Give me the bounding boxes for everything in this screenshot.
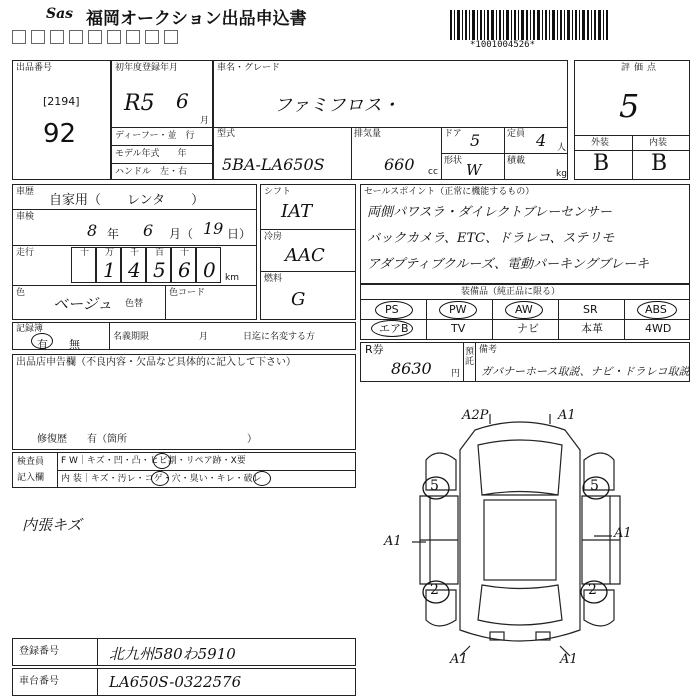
damage-grade: 2: [588, 582, 597, 598]
owner-month: 月: [199, 332, 209, 342]
lot-number-label: 出品番号: [16, 63, 53, 73]
doors: 5: [470, 131, 481, 150]
reg-number-value: 北九州580わ5910: [109, 645, 236, 663]
inspection-day: 19: [203, 219, 224, 238]
declaration-label: 出品店申告欄（不良内容・欠品など具体的に記入して下さい）: [16, 357, 296, 368]
displacement-label: 排気量: [354, 129, 382, 139]
kg-unit: kg: [556, 169, 567, 179]
mileage-digit: 0: [203, 258, 216, 282]
equip-abs: ABS: [645, 303, 667, 316]
book-none: 無: [69, 338, 80, 351]
day-unit: 日）: [227, 227, 252, 241]
mileage-digit: 6: [178, 258, 191, 282]
owner-label: 名義期限: [113, 332, 150, 342]
shift-value: IAT: [281, 201, 313, 222]
sales-points-box: [360, 184, 690, 284]
note-value: ガバナーホース取説、ナビ・ドラレコ取説: [481, 365, 690, 378]
capacity: 4: [536, 131, 547, 150]
barcode: [450, 10, 630, 44]
reg-number-label: 登録番号: [19, 646, 59, 657]
deposit-label: 預託: [465, 347, 475, 367]
equip-pw: PW: [449, 303, 467, 316]
color-label: 色: [16, 288, 26, 298]
inspection-year: 8: [87, 221, 98, 240]
shape: W: [466, 161, 482, 179]
person-unit: 人: [557, 143, 567, 153]
circle-mark: [31, 333, 53, 349]
circle-mark: [371, 320, 413, 337]
damage-grade: 5: [430, 478, 439, 494]
exterior-label: 外装: [591, 138, 610, 148]
recycle-unit: 円: [451, 369, 461, 379]
color-type: 色替: [125, 299, 144, 309]
equip-ps: PS: [385, 303, 399, 316]
car-name: ファミフロス・: [274, 95, 400, 116]
era-year: R5: [124, 91, 155, 116]
registration-box: [111, 60, 213, 180]
equip-airbag: エアB: [379, 322, 409, 335]
damage-label: A1: [614, 526, 632, 541]
recycle-box: [360, 342, 690, 382]
lot-number: 92: [43, 119, 77, 149]
mileage-boxes: 十 万 1 千 4 百 5 十 6 0: [71, 247, 221, 285]
circle-mark: [375, 301, 413, 319]
book-label: 記録簿: [16, 324, 44, 334]
equipment-box: [360, 284, 690, 340]
form-title: 福岡オークション出品申込書: [86, 9, 307, 29]
circle-mark: [151, 471, 169, 486]
barcode-number: *1001004526*: [470, 40, 536, 50]
model-year-label: モデル年式 年: [115, 149, 187, 159]
equip-aw: AW: [515, 303, 533, 316]
details-box: [12, 184, 257, 320]
rating-box: [574, 60, 690, 180]
equip-navi: ナビ: [517, 322, 539, 335]
damage-grade: 5: [590, 478, 599, 494]
damage-label: A1: [558, 408, 576, 423]
transmission-box: [260, 184, 356, 320]
equip-4wd: 4WD: [645, 322, 672, 335]
inspection-month: 6: [143, 221, 154, 240]
fuel-value: G: [291, 289, 306, 310]
reg-month: 6: [176, 89, 189, 113]
first-reg-label: 初年度登録年月: [115, 63, 179, 73]
circle-mark: [153, 453, 171, 469]
handle-label: ハンドル 左・右: [115, 167, 188, 177]
mileage-digit: 5: [153, 258, 166, 282]
sales-point-line: アダプティブクルーズ、電動パーキングブレーキ: [367, 257, 650, 272]
shift-label: シフト: [264, 187, 292, 197]
displacement: 660: [384, 155, 415, 174]
sales-point-line: 両側パワスラ・ダイレクトブレーセンサー: [367, 205, 612, 220]
fuel-label: 燃料: [264, 274, 283, 284]
circle-mark: [439, 301, 477, 319]
exterior-score: B: [593, 151, 610, 176]
inspector-label-2: 記入欄: [17, 473, 45, 483]
doors-label: ドア: [444, 129, 462, 139]
car-name-label: 車名・グレード: [217, 63, 281, 73]
header-check-boxes: [12, 28, 184, 48]
inspector-box: [12, 452, 356, 488]
equip-leather: 本革: [581, 322, 603, 335]
circle-mark: [637, 301, 677, 319]
cc-unit: cc: [428, 167, 438, 177]
recycle-amount: 8630: [391, 359, 432, 378]
equip-sr: SR: [583, 303, 598, 316]
circle-mark: [505, 301, 543, 319]
year-unit: 年: [107, 227, 120, 241]
mileage-digit: 1: [103, 258, 116, 282]
inspector-label-1: 検査員: [17, 457, 45, 467]
km-unit: km: [225, 273, 239, 283]
interior-label: 内装: [649, 138, 668, 148]
use-label: 車歴: [16, 187, 35, 197]
month-unit-2: 月（: [169, 227, 194, 241]
damage-label: A1: [560, 652, 578, 667]
car-box: [213, 60, 568, 180]
damage-label: A1: [450, 652, 468, 667]
rating-label: 評価点: [621, 63, 661, 73]
rating-score: 5: [619, 87, 640, 125]
ac-value: AAC: [285, 245, 325, 266]
inspector-row-1: F W｜キズ・凹・凸・ヒビ割・リペア跡・X要: [61, 456, 246, 466]
equip-tv: TV: [451, 322, 466, 335]
type-label: 型式: [217, 129, 236, 139]
color-code-label: 色コード: [169, 288, 206, 298]
chassis-label: 車台番号: [19, 676, 59, 687]
declaration-box: [12, 354, 356, 450]
sales-points-label: セールスポイント（正常に機能するもの）: [364, 187, 535, 197]
mileage-label: 走行: [16, 248, 35, 258]
car-type: 5BA-LA650S: [222, 155, 325, 174]
dealer-label: ディーフー・並 行: [115, 131, 195, 141]
inspector-row-2: 内 装｜キズ・汚レ・コゲ・穴・臭い・キレ・破レ: [61, 474, 262, 484]
owner-note: 日迄に名変する方: [243, 332, 316, 342]
reg-number-box: [12, 638, 356, 666]
logo: Sas: [46, 6, 74, 22]
equipment-label: 装備品（純正品に限る）: [461, 287, 561, 297]
sales-point-line: バックカメラ、ETC、ドラレコ、ステリモ: [367, 231, 615, 246]
damage-label: A2P: [462, 408, 489, 423]
recycle-label: R券: [365, 343, 384, 356]
book-has: 有: [37, 338, 48, 351]
chassis-box: [12, 668, 356, 696]
note-label: 備考: [479, 345, 498, 355]
capacity-label: 定員: [507, 129, 526, 139]
chassis-value: LA650S-0322576: [109, 673, 242, 691]
ac-label: 冷房: [264, 232, 283, 242]
lot-box: [12, 60, 111, 180]
handwritten-note: 内張キズ: [22, 516, 82, 534]
interior-score: B: [651, 151, 668, 176]
damage-grade: 2: [430, 582, 439, 598]
shape-label: 形状: [444, 156, 463, 166]
mileage-digit: 4: [128, 258, 141, 282]
color-value: ベージュ: [53, 295, 113, 313]
use-value: 自家用（ レンタ ）: [49, 193, 205, 208]
history-box: [12, 322, 356, 350]
lot-sub-number: [2194]: [43, 95, 80, 108]
repair-label: 修復歴 有（箇所 ）: [37, 434, 257, 445]
inspection-label: 車検: [16, 212, 35, 222]
tonnage-label: 積載: [507, 156, 526, 166]
damage-label: A1: [384, 534, 402, 549]
circle-mark: [253, 471, 271, 486]
month-unit: 月: [200, 116, 210, 126]
